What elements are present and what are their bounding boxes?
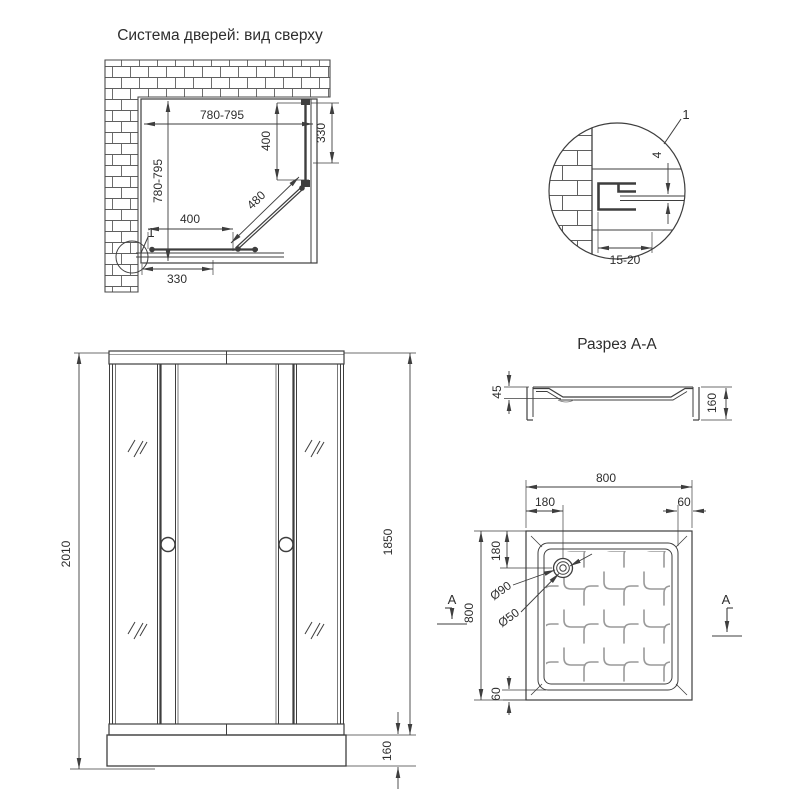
dim-drain-outer-dia: Ø90 (487, 578, 514, 604)
bottom-door-rail (136, 247, 284, 257)
detail-ref-label: 1 (682, 107, 690, 122)
dim-door-480: 480 (244, 188, 269, 213)
dim-width-top: 780-795 (199, 108, 245, 122)
dim-tray-width: 800 (595, 471, 617, 485)
fixed-side-panel (301, 99, 310, 187)
dim-rim-top: 60 (677, 495, 691, 509)
tray-section-profile (527, 387, 699, 420)
tray-front (107, 735, 346, 766)
door-handle-right (279, 538, 293, 552)
section-dimensions (490, 371, 732, 420)
dim-total-height: 2010 (59, 540, 73, 568)
dim-basin-depth: 45 (490, 385, 504, 399)
dim-section-height: 160 (705, 392, 719, 414)
dim-rim-bottom: 60 (489, 687, 503, 701)
detail-leader-line (664, 119, 681, 144)
dim-rail-330: 330 (166, 272, 188, 286)
section-marker-a-right: A (721, 592, 731, 607)
dim-drain-x: 180 (534, 495, 556, 509)
section-marker-a-left: A (447, 592, 457, 607)
bottom-rail (109, 724, 344, 735)
detail-callout-drawing (548, 107, 690, 267)
dim-depth-left: 780-795 (151, 158, 165, 204)
top-view-drawing (105, 27, 339, 292)
dim-glass-4: 4 (650, 151, 664, 159)
tray-top-view-drawing (437, 471, 742, 715)
detail-ref-label: 1 (147, 225, 155, 240)
top-view-dimensions (142, 101, 339, 286)
dim-panel-400: 400 (259, 130, 273, 152)
dim-profile-range: 15-20 (609, 253, 641, 267)
sliding-door-diagonal (235, 185, 305, 252)
drain (554, 559, 573, 578)
front-view-drawing (59, 351, 416, 789)
door-handle-left (161, 538, 175, 552)
section-title: Разрез А-А (577, 336, 657, 353)
dim-door-height: 1850 (381, 528, 395, 556)
dim-tray-height: 160 (380, 740, 394, 762)
section-aa-drawing (490, 336, 732, 420)
dim-drain-inner-dia: Ø50 (495, 605, 522, 631)
top-rail (109, 351, 344, 364)
dim-offset-330: 330 (314, 122, 328, 144)
dim-tray-depth: 800 (462, 602, 476, 624)
vertical-frame-lines (110, 364, 344, 724)
top-view-title: Система дверей: вид сверху (117, 27, 323, 44)
dim-door-400: 400 (179, 212, 201, 226)
dim-drain-y: 180 (489, 540, 503, 562)
